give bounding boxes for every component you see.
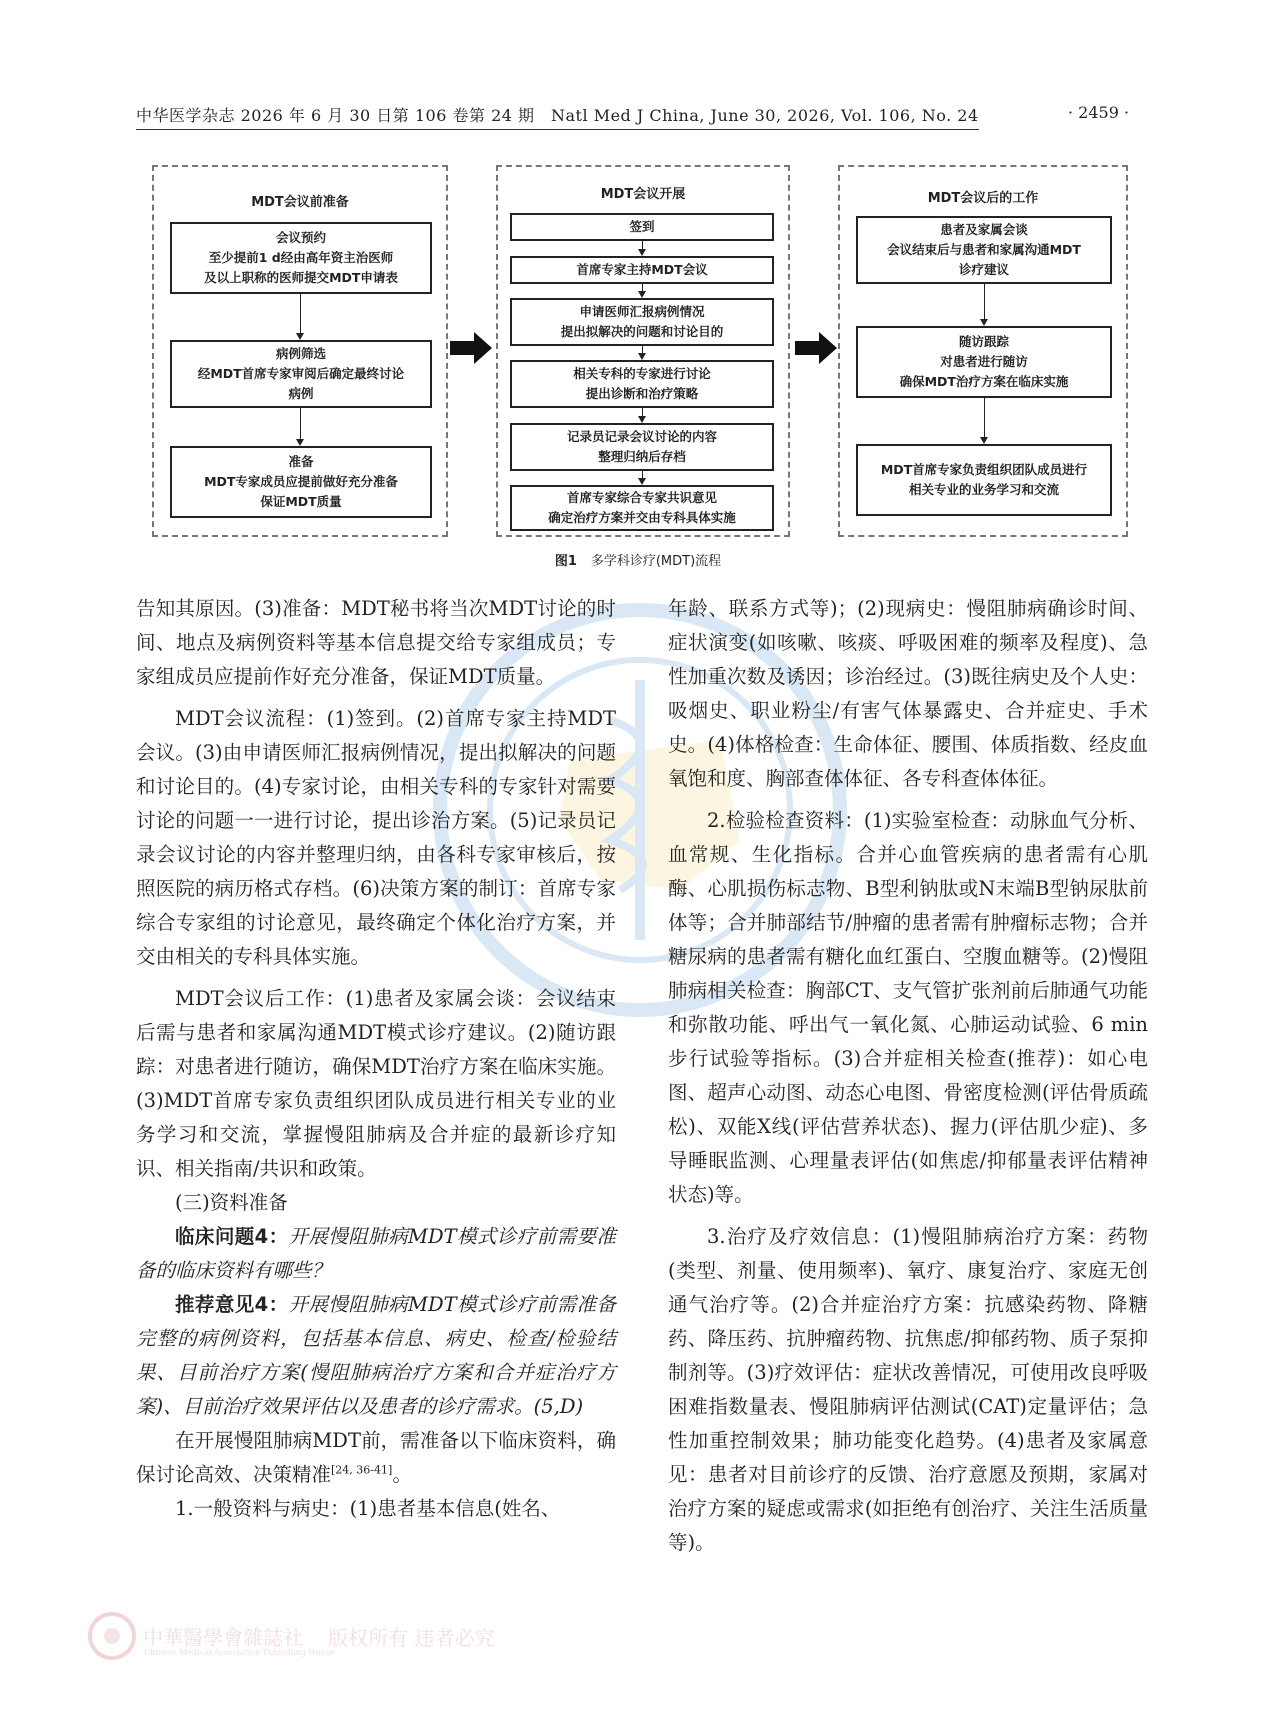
publisher-logo-icon xyxy=(86,1610,138,1662)
paragraph: 1.一般资料与病史：(1)患者基本信息(姓名、 xyxy=(175,1497,561,1520)
box-family-talk: 患者及家属会谈 会议结束后与患者和家属沟通MDT 诊疗建议 xyxy=(856,216,1112,284)
phase-title: MDT会议开展 xyxy=(600,187,686,202)
box-recording: 记录员记录会议讨论的内容 整理归纳后存档 xyxy=(510,423,774,471)
paragraph: 告知其原因。(3)准备：MDT秘书将当次MDT讨论的时间、地点及病例资料等基本信息提交给专家组成员；专家组成员应提前作好充分准备，保证MDT质量。 xyxy=(136,597,616,688)
box-case-screening: 病例筛选 经MDT首席专家审阅后确定最终讨论 病例 xyxy=(170,340,432,408)
paragraph: 年龄、联系方式等)；(2)现病史：慢阻肺病确诊时间、症状演变(如咳嗽、咳痰、呼吸困难的频率及程度)、急性加重次数及诱因；诊治经过。(3)既往病史及个人史：吸烟史、职业粉尘/有害气体暴露史、合并症史、手术史。(4)体格检查：生命体征、腰围、体质指数、经皮血氧饱和度、胸部查体体征、各专科查体体征。 xyxy=(668,597,1148,790)
publisher-watermark: 中華醫學會雜誌社 版权所有 违者必究 Chinese Medical Association Publishing House xyxy=(86,1610,495,1657)
box-sign-in: 签到 xyxy=(510,213,774,241)
box-follow-up: 随访跟踪 对患者进行随访 确保MDT治疗方案在临床实施 xyxy=(856,326,1112,398)
phase-title: MDT会议前准备 xyxy=(251,195,349,210)
box-expert-discussion: 相关专科的专家进行讨论 提出诊断和治疗策略 xyxy=(510,360,774,408)
phase-title: MDT会议后的工作 xyxy=(927,191,1039,206)
box-treatment-decision: 首席专家综合专家共识意见 确定治疗方案并交由专科具体实施 xyxy=(510,485,774,531)
arrow-down xyxy=(642,241,643,254)
paragraph: 3.治疗及疗效信息：(1)慢阻肺病治疗方案：药物(类型、剂量、使用频率)、氧疗、康复治疗、家庭无创通气治疗等。(2)合并症治疗方案：抗感染药物、降糖药、降压药、抗肿瘤药物、抗焦虑/抑郁药物、质子泵抑制剂等。(3)疗效评估：症状改善情况，可使用改良呼吸困难指数量表、慢阻肺病评估测试(CAT)定量评估；急性加重控制效果；肺功能变化趋势。(4)患者及家属意见：患者对目前诊疗的反馈、治疗意愿及预期，家属对治疗方案的疑虑或需求(如拒绝有创治疗、关注生活质量等)。 xyxy=(668,1225,1148,1554)
section-heading: (三)资料准备 xyxy=(175,1191,288,1214)
arrow-down xyxy=(642,346,643,358)
citation: [24, 36-41] xyxy=(331,1463,393,1477)
box-team-learning: MDT首席专家负责组织团队成员进行 相关专业的业务学习和交流 xyxy=(856,444,1112,516)
clinical-question: 临床问题4：开展慢阻肺病MDT模式诊疗前需要准备的临床资料有哪些？ xyxy=(136,1225,616,1282)
arrow-down xyxy=(984,398,985,442)
arrow-down xyxy=(300,408,301,444)
box-case-report: 申请医师汇报病例情况 提出拟解决的问题和讨论目的 xyxy=(510,298,774,346)
arrow-down xyxy=(642,408,643,421)
body-column-left xyxy=(136,592,616,1526)
arrow-down xyxy=(984,284,985,324)
paragraph: MDT会议流程：(1)签到。(2)首席专家主持MDT会议。(3)由申请医师汇报病例情况，提出拟解决的问题和讨论目的。(4)专家讨论，由相关专科的专家针对需要讨论的问题一一进行讨论，提出诊治方案。(5)记录员记录会议讨论的内容并整理归纳，由各科专家审核后，按照医院的病历格式存档。(6)决策方案的制订：首席专家综合专家组的讨论意见，最终确定个体化治疗方案，并交由相关的专科具体实施。 xyxy=(136,707,616,968)
box-meeting-booking: 会议预约 至少提前1 d经由高年资主治医师 及以上职称的医师提交MDT申请表 xyxy=(170,222,432,294)
figure-caption: 图1 多学科诊疗(MDT)流程 xyxy=(554,554,722,569)
body-column-right xyxy=(668,592,1148,1560)
paragraph: 在开展慢阻肺病MDT前，需准备以下临床资料，确保讨论高效、决策精准[24, 36-41]。 xyxy=(136,1429,616,1486)
box-preparation: 准备 MDT专家成员应提前做好充分准备 保证MDT质量 xyxy=(170,446,432,518)
arrow-down xyxy=(642,471,643,483)
paragraph: 2.检验检查资料：(1)实验室检查：动脉血气分析、血常规、生化指标。合并心血管疾病的患者需有心肌酶、心肌损伤标志物、B型利钠肽或N末端B型钠尿肽前体等；合并肺部结节/肿瘤的患者需有肿瘤标志物；合并糖尿病的患者需有糖化血红蛋白、空腹血糖等。(2)慢阻肺病相关检查：胸部CT、支气管扩张剂前后肺通气功能和弥散功能、呼出气一氧化氮、心肺运动试验、6 min步行试验等指标。(3)合并症相关检查(推荐)：如心电图、超声心动图、动态心电图、骨密度检测(评估骨质疏松)、双能X线(评估营养状态)、握力(评估肌少症)、多导睡眠监测、心理量表评估(如焦虑/抑郁量表评估精神状态)等。 xyxy=(668,809,1148,1206)
page-number: · 2459 · xyxy=(1068,103,1130,122)
flow-arrow-right xyxy=(450,332,492,364)
running-header: 中华医学杂志 2026 年 6 月 30 日第 106 卷第 24 期 Natl Med J China, June 30, 2026, Vol. 106, No. 24 xyxy=(136,103,979,130)
arrow-down xyxy=(642,284,643,296)
flow-arrow-right xyxy=(795,332,837,364)
arrow-down xyxy=(300,294,301,338)
box-chief-expert-host: 首席专家主持MDT会议 xyxy=(510,256,774,284)
paragraph: MDT会议后工作：(1)患者及家属会谈：会议结束后需与患者和家属沟通MDT模式诊疗建议。(2)随访跟踪：对患者进行随访，确保MDT治疗方案在临床实施。(3)MDT首席专家负责组织团队成员进行相关专业的业务学习和交流，掌握慢阻肺病及合并症的最新诊疗知识、相关指南/共识和政策。 xyxy=(136,987,616,1180)
recommendation: 推荐意见4：开展慢阻肺病MDT模式诊疗前需准备完整的病例资料，包括基本信息、病史、检查/检验结果、目前治疗方案(慢阻肺病治疗方案和合并症治疗方案)、目前治疗效果评估以及患者的诊疗需求。(5,D) xyxy=(136,1293,616,1418)
